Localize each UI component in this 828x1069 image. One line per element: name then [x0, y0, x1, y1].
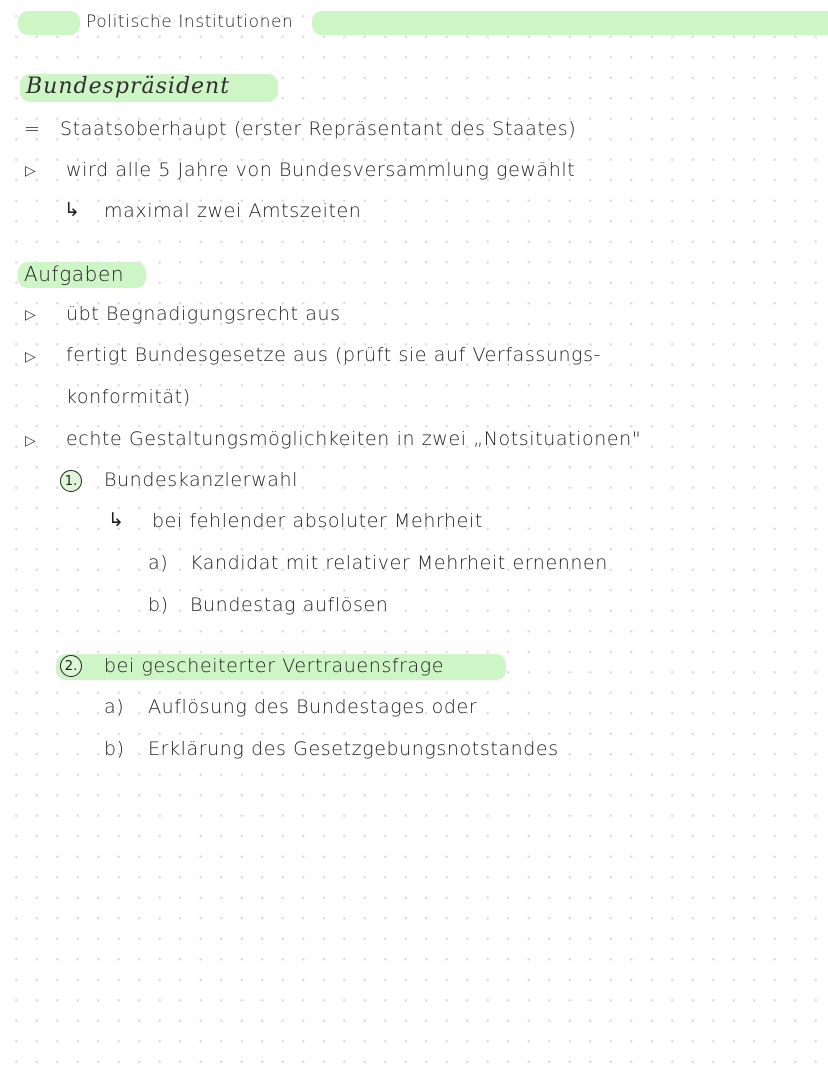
- header-highlight-left: [18, 11, 80, 35]
- arrow-marker-icon: ↳: [64, 199, 81, 221]
- case2-a: Auflösung des Bundestages oder: [148, 696, 478, 718]
- case2-a-label: a): [104, 696, 125, 718]
- arrow-marker-icon: ↳: [108, 509, 125, 531]
- equals-marker: =: [24, 118, 41, 140]
- header-highlight-right: [312, 11, 828, 35]
- number-circle-2: 2.: [60, 655, 82, 677]
- case1-b: Bundestag auflösen: [190, 594, 389, 616]
- case2-title: bei gescheiterter Vertrauensfrage: [104, 655, 445, 677]
- item-begnadigung: übt Begnadigungsrecht aus: [66, 303, 341, 325]
- case1-b-label: b): [148, 594, 169, 616]
- line-amtszeiten: maximal zwei Amtszeiten: [104, 200, 362, 222]
- item-gestaltung: echte Gestaltungsmöglichkeiten in zwei „Notsituationen": [66, 428, 642, 450]
- number-circle-1: 1.: [60, 470, 82, 492]
- item-bundesgesetze-cont: konformität): [66, 386, 191, 408]
- case1-title: Bundeskanzlerwahl: [104, 469, 298, 491]
- case1-sub: bei fehlender absoluter Mehrheit: [152, 510, 483, 532]
- triangle-marker-icon: ▷: [25, 163, 37, 179]
- case2-b: Erklärung des Gesetzgebungsnotstandes: [148, 738, 559, 760]
- page-title: Politische Institutionen: [86, 12, 294, 32]
- triangle-marker-icon: ▷: [25, 349, 37, 365]
- section-heading-bundespraesident: Bundespräsident: [26, 74, 231, 99]
- case2-b-label: b): [104, 738, 125, 760]
- section-heading-aufgaben: Aufgaben: [24, 262, 125, 286]
- case1-a-label: a): [148, 552, 169, 574]
- item-bundesgesetze: fertigt Bundesgesetze aus (prüft sie auf Verfassungs-: [66, 344, 602, 366]
- triangle-marker-icon: ▷: [25, 433, 37, 449]
- line-wahl: wird alle 5 Jahre von Bundesversammlung gewählt: [66, 159, 576, 181]
- line-staatsoberhaupt: Staatsoberhaupt (erster Repräsentant des Staates): [60, 118, 577, 140]
- triangle-marker-icon: ▷: [25, 307, 37, 323]
- case1-a: Kandidat mit relativer Mehrheit ernennen: [190, 552, 608, 574]
